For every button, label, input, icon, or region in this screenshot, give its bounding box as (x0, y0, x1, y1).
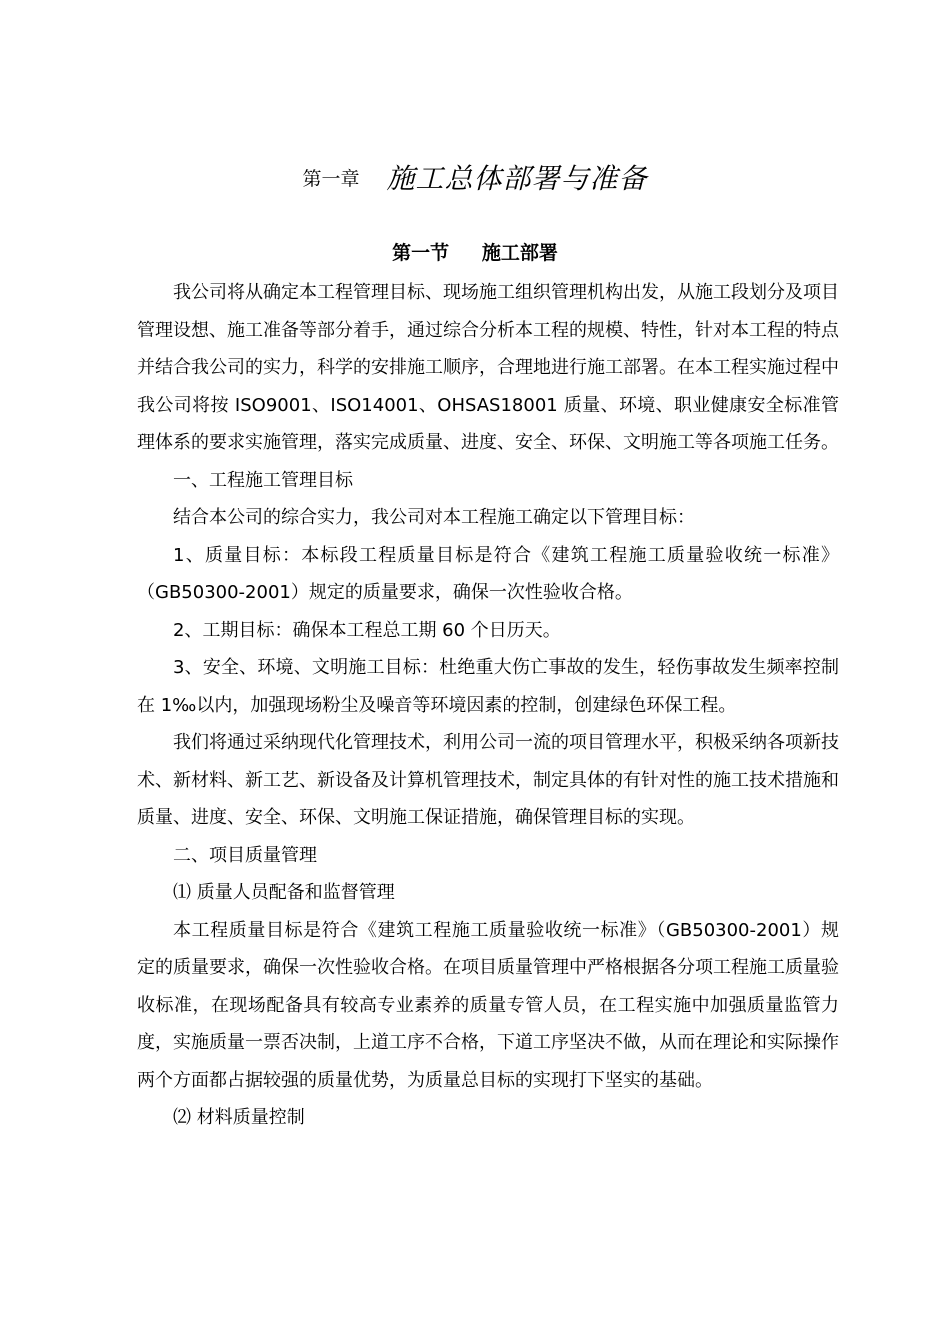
section-number: 第一节 (392, 242, 450, 264)
safety-goal-item: 3、安全、环境、文明施工目标：杜绝重大伤亡事故的发生，轻伤事故发生频率控制在 1‰以内，加强现场粉尘及噪音等环境因素的控制，创建绿色环保工程。 (137, 657, 839, 716)
section-heading: 施工部署 (481, 242, 558, 264)
section-title (0, 238, 950, 265)
quality-goal-item: 1、质量目标：本标段工程质量目标是符合《建筑工程施工质量验收统一标准》（GB50300-2001）规定的质量要求，确保一次性验收合格。 (137, 544, 839, 603)
chapter-title (0, 157, 950, 197)
schedule-goal-item: 2、工期目标：确保本工程总工期 60 个日历天。 (173, 619, 561, 641)
goals-intro-paragraph: 结合本公司的综合实力，我公司对本工程施工确定以下管理目标： (173, 507, 695, 528)
technology-paragraph: 我们将通过采纳现代化管理技术，利用公司一流的项目管理水平，积极采纳各项新技术、新材料、新工艺、新设备及计算机管理技术，制定具体的有针对性的施工技术措施和质量、进度、安全、环保、文明施工保证措施，确保管理目标的实现。 (137, 732, 839, 828)
subheading-quality-staff: ⑴ 质量人员配备和监督管理 (173, 882, 395, 903)
chapter-label: 第一章 (302, 167, 360, 190)
subheading-quality-management: 二、项目质量管理 (173, 844, 317, 866)
quality-staff-paragraph: 本工程质量目标是符合《建筑工程施工质量验收统一标准》（GB50300-2001）规定的质量要求，确保一次性验收合格。在项目质量管理中严格根据各分项工程施工质量验收标准，在现场配备具有较高专业素养的质量专管人员，在工程实施中加强质量监管力度，实施质量一票否决制，上道工序不合格，下道工序坚决不做，从而在理论和实际操作两个方面都占据较强的质量优势，为质量总目标的实现打下坚实的基础。 (137, 919, 839, 1091)
body-text (137, 274, 839, 1137)
intro-paragraph: 我公司将从确定本工程管理目标、现场施工组织管理机构出发，从施工段划分及项目管理设想、施工准备等部分着手，通过综合分析本工程的规模、特性，针对本工程的特点并结合我公司的实力，科学的安排施工顺序，合理地进行施工部署。在本工程实施过程中我公司将按 ISO9001、ISO14001、OHSAS18001 质量、环境、职业健康安全标准管理体系的要求实施管理，落实完成质量、进度、安全、环保、文明施工等各项施工任务。 (137, 282, 839, 453)
subheading-management-goals: 一、工程施工管理目标 (173, 469, 353, 491)
chapter-heading: 施工总体部署与准备 (386, 162, 648, 195)
subheading-material-control: ⑵ 材料质量控制 (173, 1107, 305, 1128)
